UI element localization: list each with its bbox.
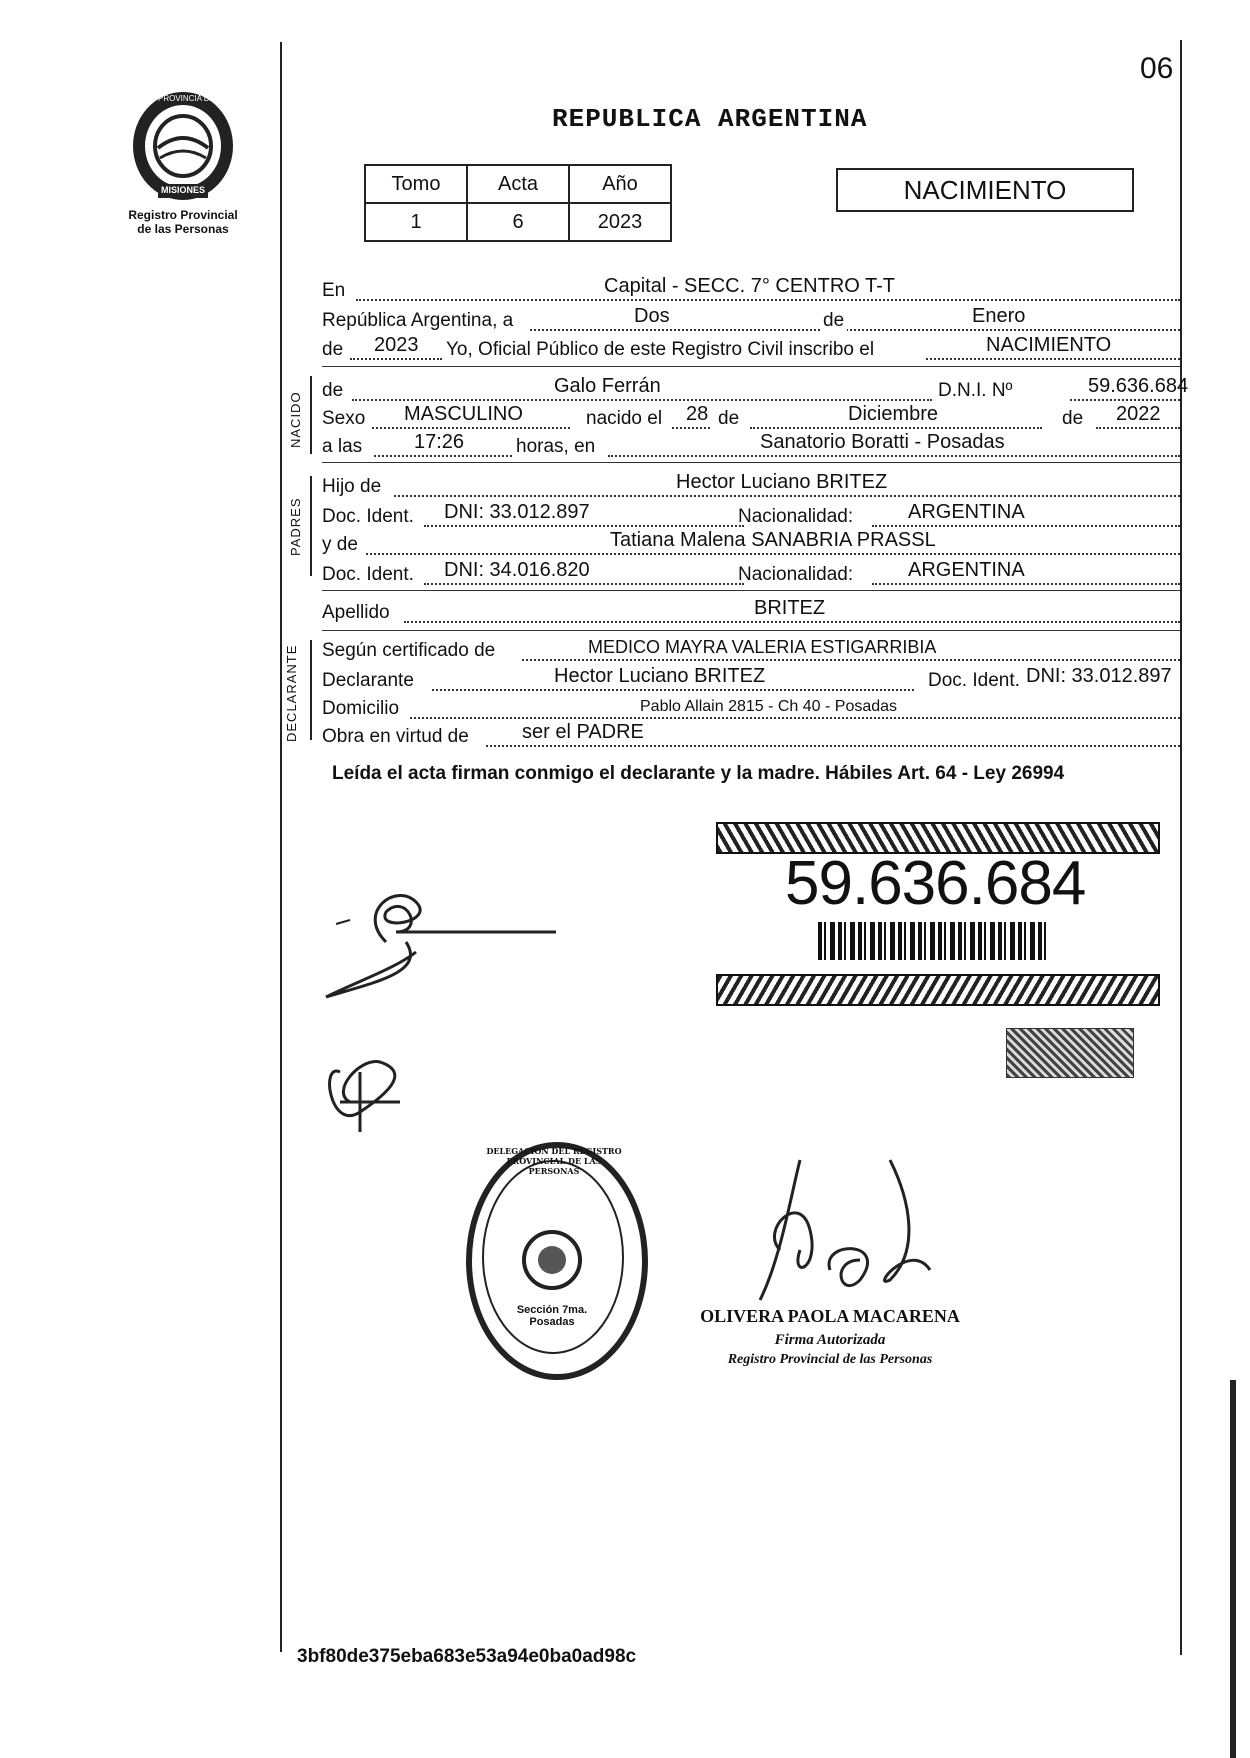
- mother-signature-icon: [290, 1032, 450, 1142]
- value-birth-day: 28: [686, 403, 709, 425]
- dni-sticker-number: 59.636.684: [785, 849, 1086, 918]
- line-madre-doc: [322, 560, 1180, 588]
- value-month: Enero: [972, 305, 1026, 327]
- separator-1: [322, 366, 1180, 367]
- section-label-nacido: NACIDO: [288, 391, 303, 448]
- line-padre: [322, 472, 1180, 500]
- value-domicilio: Pablo Allain 2815 - Ch 40 - Posadas: [640, 698, 898, 715]
- value-day: Dos: [634, 305, 670, 327]
- seal-emblem-icon: [520, 1228, 584, 1292]
- label-nacido-el: nacido el: [586, 408, 663, 429]
- registry-caption-line2: de las Personas: [137, 222, 229, 236]
- label-alas: a las: [322, 436, 363, 457]
- line-inscribe: [322, 335, 1180, 363]
- label-apellido: Apellido: [322, 602, 390, 623]
- page-number: 06: [1140, 52, 1174, 85]
- record-type-box: NACIMIENTO: [836, 168, 1134, 212]
- official-name: OLIVERA PAOLA MACARENA: [700, 1306, 960, 1326]
- seal-inner-text: Sección 7ma. Posadas: [516, 1304, 588, 1328]
- header-tomo: Tomo: [365, 165, 467, 203]
- line-madre: [322, 530, 1180, 558]
- line-obra: [322, 722, 1180, 750]
- label-nac-padre: Nacionalidad:: [738, 506, 854, 527]
- label-decl-doc: Doc. Ident.: [914, 670, 1020, 692]
- separator-4: [322, 630, 1180, 631]
- label-hijo: Hijo de: [322, 476, 382, 497]
- official-seal: [466, 1142, 648, 1380]
- registry-caption: [118, 208, 248, 236]
- label-sexo: Sexo: [322, 408, 366, 429]
- value-sexo: MASCULINO: [404, 403, 523, 425]
- label-de-nombre: de: [322, 380, 344, 401]
- value-father: Hector Luciano BRITEZ: [676, 471, 888, 493]
- label-doc-padre: Doc. Ident.: [322, 506, 414, 527]
- left-margin-line: [280, 42, 282, 1652]
- value-father-nat: ARGENTINA: [908, 501, 1025, 523]
- record-table: [364, 164, 672, 242]
- value-anio: 2023: [569, 203, 671, 241]
- value-birth-place: Sanatorio Boratti - Posadas: [760, 431, 1005, 453]
- value-inscribe-type: NACIMIENTO: [986, 334, 1112, 356]
- line-declarante: [322, 666, 1180, 694]
- value-nombre: Galo Ferrán: [554, 375, 661, 397]
- label-de-birth-month: de: [718, 408, 740, 429]
- line-padre-doc: [322, 502, 1180, 530]
- official-role: Firma Autorizada: [774, 1332, 886, 1348]
- registry-caption-line1: Registro Provincial: [128, 208, 238, 222]
- line-apellido: [322, 598, 1180, 626]
- label-declarante: Declarante: [322, 670, 414, 691]
- value-cert: MEDICO MAYRA VALERIA ESTIGARRIBIA: [588, 637, 937, 657]
- label-de-year: de: [322, 339, 344, 360]
- line-hora: [322, 432, 1180, 460]
- document-hash: 3bf80de375eba683e53a94e0ba0ad98c: [297, 1646, 637, 1667]
- section-label-declarante: DECLARANTE: [284, 644, 299, 742]
- document-title: REPUBLICA ARGENTINA: [552, 104, 868, 134]
- right-margin-line: [1180, 40, 1182, 1655]
- official-org: Registro Provincial de las Personas: [727, 1352, 933, 1367]
- label-en: En: [322, 280, 346, 301]
- barcode: [818, 922, 1050, 960]
- label-doc-madre: Doc. Ident.: [322, 564, 414, 585]
- logo-text-bottom: MISIONES: [161, 185, 206, 195]
- label-dni: D.N.I. Nº: [938, 380, 1013, 401]
- label-de-month: de: [820, 310, 847, 332]
- line-en: [322, 276, 1180, 304]
- value-birth-year: 2022: [1116, 403, 1161, 425]
- small-stamp: [1006, 1028, 1134, 1078]
- separator-3: [322, 590, 1180, 591]
- dni-sticker-bottom-band: [716, 974, 1160, 1006]
- declarant-signature-icon: [316, 872, 576, 1012]
- separator-2: [322, 462, 1180, 463]
- record-header-row: [365, 165, 671, 203]
- label-republica: República Argentina, a: [322, 310, 514, 331]
- label-cert: Según certificado de: [322, 640, 496, 661]
- section-label-padres: PADRES: [288, 497, 303, 556]
- value-decl-name: Hector Luciano BRITEZ: [554, 665, 766, 687]
- registry-logo: [128, 88, 238, 206]
- value-decl-doc: DNI: 33.012.897: [1026, 665, 1172, 687]
- line-sexo: [322, 404, 1180, 432]
- line-domicilio: [322, 694, 1180, 722]
- right-edge-bar: [1230, 1380, 1236, 1758]
- value-acta: 6: [467, 203, 569, 241]
- label-oficial: Yo, Oficial Público de este Registro Civil inscribo el: [446, 339, 875, 360]
- label-domicilio: Domicilio: [322, 698, 400, 719]
- record-value-row: [365, 203, 671, 241]
- header-acta: Acta: [467, 165, 569, 203]
- value-birth-month: Diciembre: [848, 403, 939, 425]
- logo-text-top: PROVINCIA DE: [158, 94, 215, 103]
- value-tomo: 1: [365, 203, 467, 241]
- label-nac-madre: Nacionalidad:: [738, 564, 854, 585]
- value-place: Capital - SECC. 7° CENTRO T-T: [604, 275, 896, 297]
- label-horas: horas, en: [516, 436, 596, 457]
- label-obra: Obra en virtud de: [322, 726, 469, 747]
- value-mother-doc: DNI: 34.016.820: [444, 559, 590, 581]
- official-signature-icon: [740, 1140, 960, 1310]
- value-dni: 59.636.684: [1088, 375, 1189, 397]
- value-hour: 17:26: [414, 431, 465, 453]
- line-fecha: [322, 306, 1180, 334]
- value-apellido: BRITEZ: [754, 597, 826, 619]
- label-de-birth-year: de: [1062, 408, 1084, 429]
- closing-note: Leída el acta firman conmigo el declarante y la madre. Hábiles Art. 64 - Ley 26994: [332, 763, 1065, 784]
- value-father-doc: DNI: 33.012.897: [444, 501, 590, 523]
- label-yde: y de: [322, 534, 358, 555]
- line-certificado: [322, 636, 1180, 664]
- value-year: 2023: [374, 334, 419, 356]
- value-obra: ser el PADRE: [522, 721, 644, 743]
- header-anio: Año: [569, 165, 671, 203]
- value-mother: Tatiana Malena SANABRIA PRASSL: [610, 529, 936, 551]
- seal-ring-text: DELEGACION DEL REGISTRO PROVINCIAL DE LAS PERSONAS: [486, 1146, 622, 1176]
- line-nacido-nombre: [322, 375, 1189, 404]
- value-mother-nat: ARGENTINA: [908, 559, 1025, 581]
